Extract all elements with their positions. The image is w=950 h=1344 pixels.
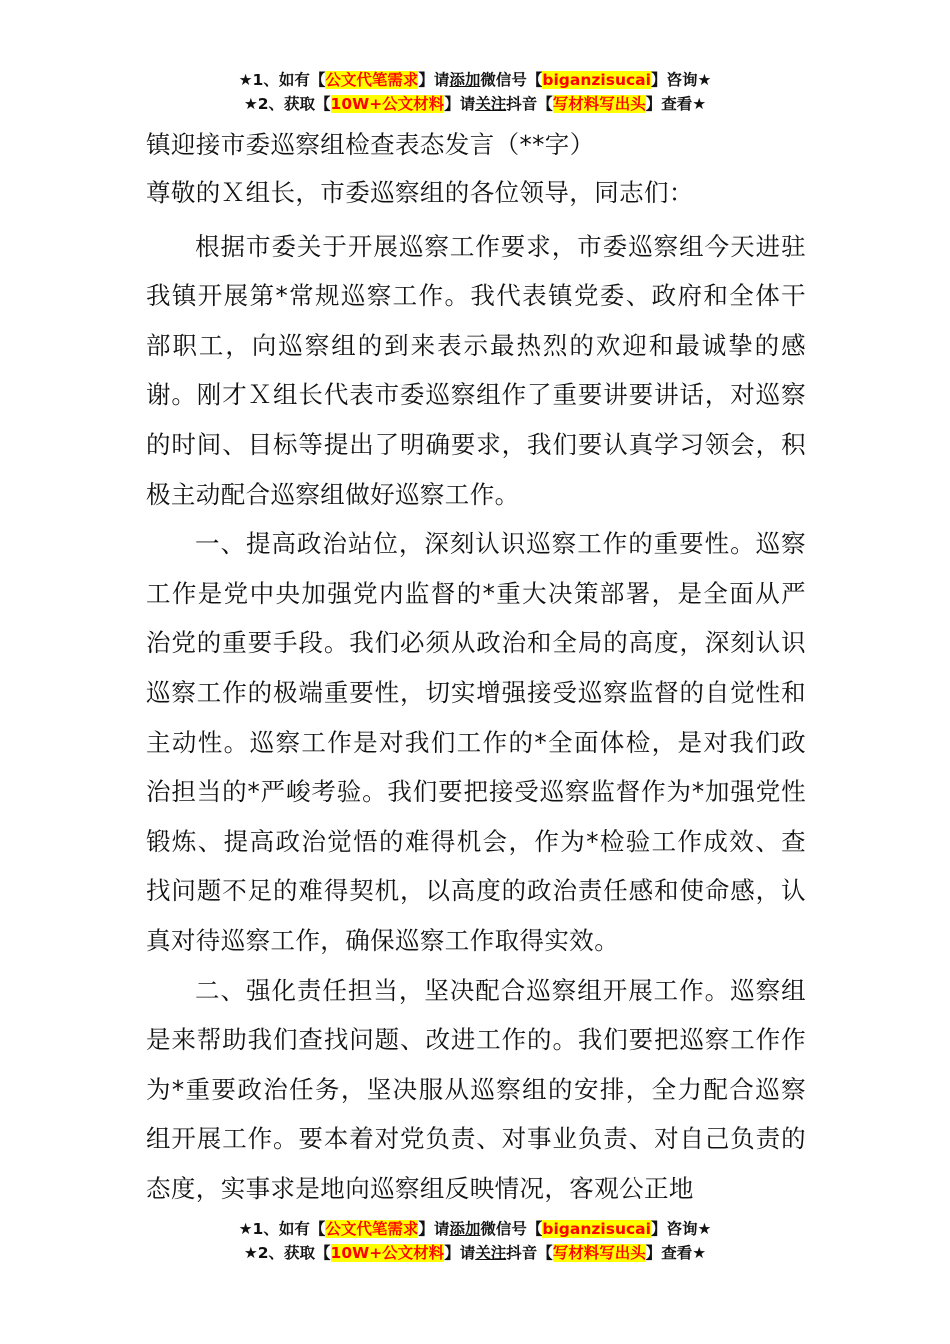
salutation: 尊敬的Ｘ组长，市委巡察组的各位领导，同志们：	[146, 178, 694, 207]
banner-underlined: 关注	[475, 1244, 507, 1262]
banner-highlight: 10W+公文材料	[330, 1244, 445, 1262]
banner-highlight: biganzisucai	[542, 71, 651, 89]
banner-text: 】请	[444, 95, 476, 113]
banner-text: ★1、如有【	[238, 1220, 326, 1238]
banner-underlined: 添加	[449, 71, 481, 89]
banner-text: ★2、获取【	[243, 95, 331, 113]
document-title: 镇迎接市委巡察组检查表态发言（**字）	[146, 130, 595, 159]
banner-highlight: 公文代笔需求	[325, 1220, 419, 1238]
paragraph-intro: 根据市委关于开展巡察工作要求，市委巡察组今天进驻我镇开展第*常规巡察工作。我代表镇党委、政府和全体干部职工，向巡察组的到来表示最热烈的欢迎和最诚挚的感谢。刚才Ｘ组长代表市委巡察组作了重要讲要讲话，对巡察的时间、目标等提出了明确要求，我们要认真学习领会，积极主动配合巡察组做好巡察工作。	[146, 231, 806, 509]
bottom-banner	[0, 1217, 950, 1265]
banner-text: 微信号【	[480, 1220, 543, 1238]
banner-text: 】查看★	[645, 95, 707, 113]
paragraph-section-1: 一、提高政治站位，深刻认识巡察工作的重要性。巡察工作是党中央加强党内监督的*重大决策部署，是全面从严治党的重要手段。我们必须从政治和全局的高度，深刻认识巡察工作的极端重要性，切实增强接受巡察监督的自觉性和主动性。巡察工作是对我们工作的*全面体检，是对我们政治担当的*严峻考验。我们要把接受巡察监督作为*加强党性锻炼、提高政治觉悟的难得机会，作为*检验工作成效、查找问题不足的难得契机，以高度的政治责任感和使命感，认真对待巡察工作，确保巡察工作取得实效。	[146, 529, 806, 955]
banner-text: 抖音【	[506, 1244, 553, 1262]
banner-line-1	[0, 1217, 950, 1241]
banner-underlined: 添加	[449, 1220, 481, 1238]
top-banner	[0, 68, 950, 116]
banner-highlight: biganzisucai	[542, 1220, 651, 1238]
banner-text: 】请	[418, 71, 450, 89]
banner-text: 】查看★	[645, 1244, 707, 1262]
banner-text: 】咨询★	[650, 1220, 712, 1238]
banner-highlight: 写材料写出头	[552, 1244, 646, 1262]
banner-underlined: 关注	[475, 95, 507, 113]
document-body	[146, 127, 806, 1213]
banner-text: 】咨询★	[650, 71, 712, 89]
banner-highlight: 写材料写出头	[552, 95, 646, 113]
banner-highlight: 公文代笔需求	[325, 71, 419, 89]
banner-text: 抖音【	[506, 95, 553, 113]
banner-text: 微信号【	[480, 71, 543, 89]
banner-line-2	[0, 1241, 950, 1265]
banner-line-2	[0, 92, 950, 116]
paragraph-section-2: 二、强化责任担当，坚决配合巡察组开展工作。巡察组是来帮助我们查找问题、改进工作的。我们要把巡察工作作为*重要政治任务，坚决服从巡察组的安排，全力配合巡察组开展工作。要本着对党负责、对事业负责、对自己负责的态度，实事求是地向巡察组反映情况，客观公正地	[146, 975, 806, 1203]
banner-text: ★2、获取【	[243, 1244, 331, 1262]
banner-text: ★1、如有【	[238, 71, 326, 89]
banner-highlight: 10W+公文材料	[330, 95, 445, 113]
banner-text: 】请	[418, 1220, 450, 1238]
banner-line-1	[0, 68, 950, 92]
banner-text: 】请	[444, 1244, 476, 1262]
